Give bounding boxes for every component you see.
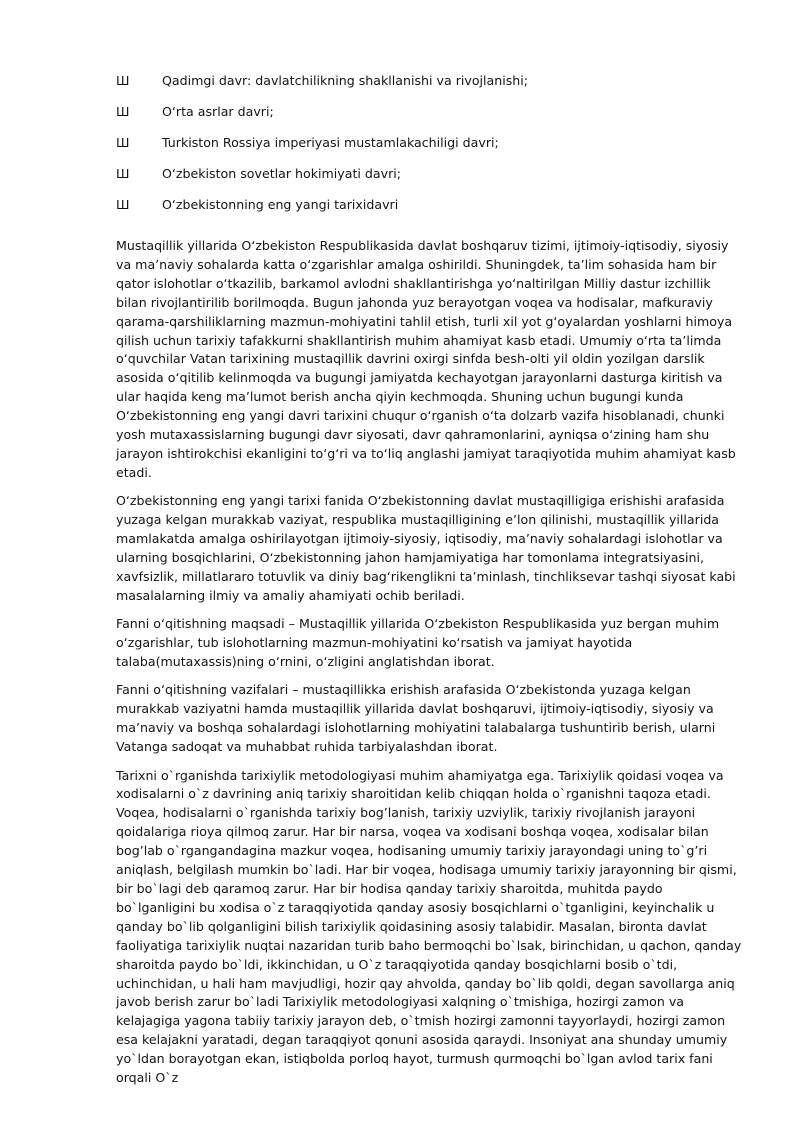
list-item — [116, 72, 742, 103]
list-item-text: O‘zbekistonning eng yangi tarixidavri — [162, 197, 399, 212]
period-list — [116, 72, 742, 227]
bullet-marker: Ш — [116, 166, 130, 181]
bullet-marker: Ш — [116, 104, 130, 119]
list-item — [116, 165, 742, 196]
list-item — [116, 103, 742, 134]
body-paragraph: Fanni o‘qitishning maqsadi – Mustaqillik yillarida O‘zbekiston Respublikasida yuz bergan muhim o‘zgarishlar, tub islohotlarning mazmun-mohiyatini ko‘rsatish va jamiyat hayotida talaba(mutaxassis)ning o‘rnini, o‘zligini anglatishdan iborat. — [116, 616, 720, 670]
list-item — [116, 196, 742, 227]
list-item-text: Turkiston Rossiya imperiyasi mustamlakachiligi davri; — [162, 135, 499, 150]
body-paragraph: Fanni o‘qitishning vazifalari – mustaqillikka erishish arafasida O‘zbekistonda yuzaga kelgan murakkab vaziyatni hamda mustaqillik yillarida davlat boshqaruvi, ijtimoiy-iqtisodiy, siyosiy va ma’naviy va boshqa sohalardagi islohotlarning mohiyatini talabalarga tushuntirib berish, ularni Vatanga sadoqat va muhabbat ruhida tarbiyalashdan iborat. — [116, 682, 716, 755]
body-paragraph: Mustaqillik yillarida O‘zbekiston Respublikasida davlat boshqaruv tizimi, ijtimoiy-iqtisodiy, siyosiy va ma’naviy sohalarda katta o‘zgarishlar amalga oshirildi. Shuningdek, ta’lim sohasida ham bir qator islohotlar o‘tkazilib, barkamol avlodni shakllantirishga yo‘naltirilgan Milliy dastur izchillik bilan rivojlantirilib borilmoqda. Bugun jahonda yuz berayotgan voqea va hodisalar, mafkuraviy qarama-qarshiliklarning mazmun-mohiyatini tahlil etish, turli xil yot g‘oyalardan yoshlarni himoya qilish uchun tarixiy tafakkurni shakllantirish muhim ahamiyat kasb etadi. Umumiy o‘rta ta’limda o‘quvchilar Vatan tarixining mustaqillik davrini oxirgi sinfda besh-olti yil oldin yozilgan darslik asosida o‘qitilib kelinmoqda va bugungi jamiyatda kechayotgan jarayonlarni dasturga kiritish va ular haqida keng ma’lumot berish ancha qiyin kechmoqda. Shuning uchun bugungi kunda O‘zbekistonning eng yangi davri tarixini chuqur o‘rganish o‘ta dolzarb vazifa hisoblanadi, chunki yosh mutaxassislarning bugungi davr siyosati, davr qahramonlarini, ayniqsa o‘zining ham shu jarayon ishtirokchisi ekanligini to‘g‘ri va to‘liq anglashi jamiyat taraqiyotida muhim ahamiyat kasb etadi. — [116, 238, 736, 480]
body-paragraph: O‘zbekistonning eng yangi tarixi fanida O‘zbekistonning davlat mustaqilligiga erishishi arafasida yuzaga kelgan murakkab vaziyat, respublika mustaqilligining e’lon qilinishi, mustaqillik yillarida mamlakatda amalga oshirilayotgan ijtimoiy-siyosiy, iqtisodiy, ma’naviy sohalardagi islohotlar va ularning bosqichlarini, O‘zbekistonning jahon hamjamiyatiga har tomonlama integratsiyasini, xavfsizlik, millatlararo totuvlik va diniy bag‘rikenglikni ta’minlash, tinchliksevar tashqi siyosat kabi masalalarning ilmiy va amaliy ahamiyati ochib beriladi. — [116, 493, 736, 603]
bullet-marker: Ш — [116, 73, 130, 88]
list-item-text: O‘rta asrlar davri; — [162, 104, 274, 119]
list-item — [116, 134, 742, 165]
body-paragraph: Tarixni o`rganishda tarixiylik metodologiyasi muhim ahamiyatga ega. Tarixiylik qoidasi voqea va xodisalarni o`z davrining aniq tarixiy sharoitidan kelib chiqqan holda o`rganishni taqoza etadi. Voqea, hodisalarni o`rganishda tarixiy bog’lanish, tarixiy uzviylik, tarixiy rivojlanish jarayoni qoidalariga rioya qilmoq zarur. Har bir narsa, voqea va xodisani boshqa voqea, xodisalar bilan bog’lab o`rgangandagina mazkur voqea, hodisaning umumiy tarixiy jarayondagi uning to`g’ri aniqlash, belgilash mumkin bo`ladi. Har bir voqea, hodisaga umumiy tarixiy jarayonning bir qismi, bir bo`lagi deb qaramoq zarur. Har bir hodisa qanday tarixiy sharoitda, muhitda paydo bo`lganligini bu xodisa o`z taraqqiyotida qanday asosiy bosqichlarni o`tganligini, keyinchalik u qanday bo`lib qolganligini bilish tarixiylik qoidasining asosiy talabidir. Masalan, bironta davlat faoliyatiga tarixiylik nuqtai nazaridan turib baho bermoqchi bo`lsak, birinchidan, u qachon, qanday sharoitda paydo bo`ldi, ikkinchidan, u O`z taraqqiyotida qanday bosqichlarni bosib o`tdi, uchinchidan, u hali ham mavjudligi, hozir qay ahvolda, qanday bo`lib qoldi, degan savollarga aniq javob berish zarur bo`ladi Tarixiylik metodologiyasi xalqning o`tmishiga, hozirgi zamon va kelajagiga yagona tabiiy tarixiy jarayon deb, o`tmish hozirgi zamonni tayyorlaydi, hozirgi zamon esa kelajakni yaratadi, degan taraqqiyot qonuni asosida qaraydi. Insoniyat ana shunday umumiy yo`ldan borayotgan ekan, istiqbolda porloq hayot, turmush qurmoqchi bo`lgan avlod tarix fani orqali O`z — [116, 767, 742, 1086]
list-item-text: Qadimgi davr: davlatchilikning shakllanishi va rivojlanishi; — [162, 73, 529, 88]
bullet-marker: Ш — [116, 197, 130, 212]
bullet-marker: Ш — [116, 135, 130, 150]
list-item-text: O‘zbekiston sovetlar hokimiyati davri; — [162, 166, 401, 181]
